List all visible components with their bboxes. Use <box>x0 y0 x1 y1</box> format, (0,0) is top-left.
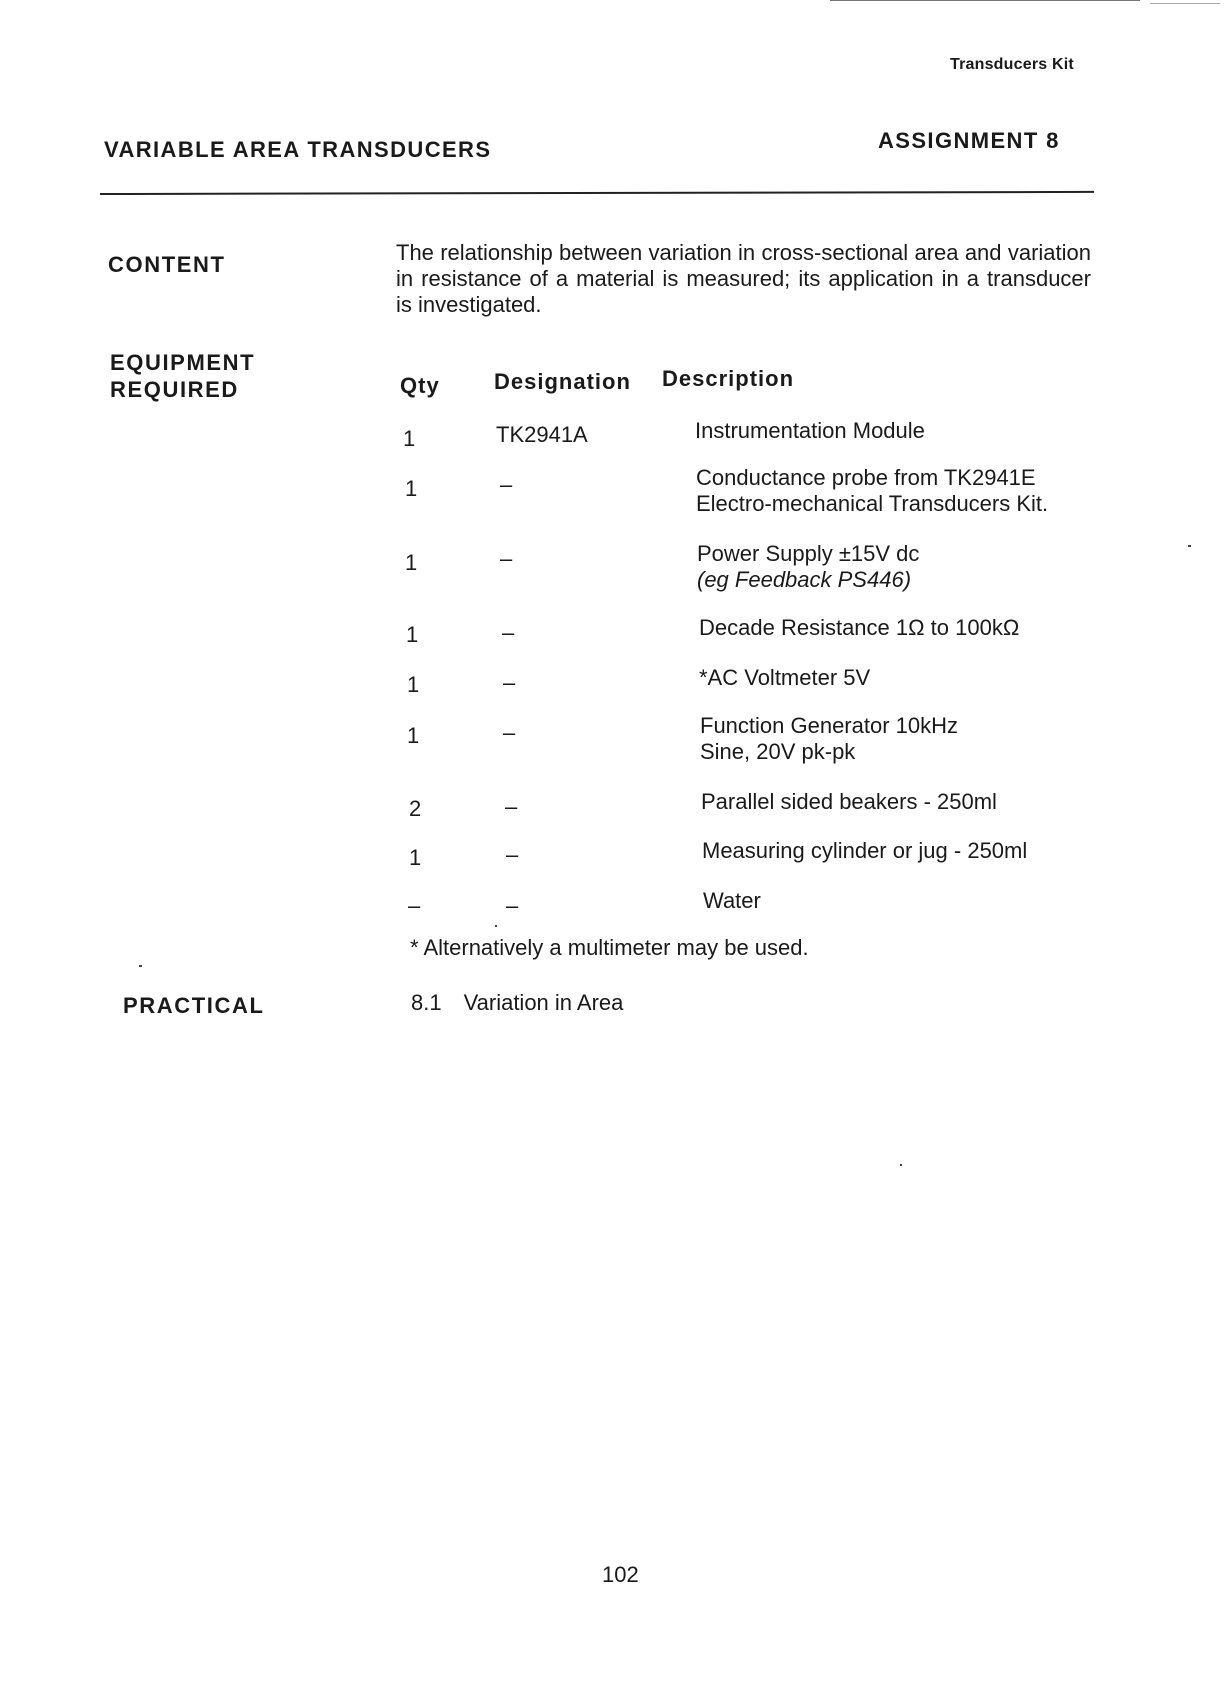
equipment-row-qty: 1 <box>407 723 420 748</box>
description-line: Decade Resistance 1Ω to 100kΩ <box>699 615 1020 640</box>
scan-speck <box>495 925 497 927</box>
content-text: The relationship between variation in cross-sectional area and variation in resistance of a material is measured; its application in a transducer is investigated. <box>396 240 1091 317</box>
equipment-row-designation: – <box>506 842 519 867</box>
equipment-row-description <box>695 418 925 444</box>
equipment-row-description <box>701 789 997 815</box>
equipment-row-qty: 1 <box>403 426 416 451</box>
practical-item <box>411 990 623 1016</box>
scan-edge-line <box>830 0 1140 1</box>
practical-label: PRACTICAL <box>123 993 265 1018</box>
description-line: Measuring cylinder or jug - 250ml <box>702 838 1028 863</box>
equipment-footnote: * Alternatively a multimeter may be used. <box>410 935 809 960</box>
column-header-designation: Designation <box>494 369 631 394</box>
content-label: CONTENT <box>108 252 226 277</box>
description-line: Instrumentation Module <box>695 418 925 443</box>
equipment-row-qty: 2 <box>409 796 422 821</box>
scan-speck <box>900 1164 902 1166</box>
description-line: Parallel sided beakers - 250ml <box>701 789 997 814</box>
practical-item-title: Variation in Area <box>463 990 624 1015</box>
equipment-row-designation: – <box>503 670 516 695</box>
running-header: Transducers Kit <box>950 56 1074 73</box>
equipment-row-description <box>699 665 870 691</box>
column-header-qty: Qty <box>400 373 440 398</box>
header-rule <box>100 191 1094 195</box>
description-line: *AC Voltmeter 5V <box>699 665 871 690</box>
scan-speck <box>1188 545 1191 547</box>
description-line: Function Generator 10kHz <box>700 713 959 738</box>
equipment-row-designation: – <box>502 620 515 645</box>
equipment-row-designation: – <box>505 794 518 819</box>
equipment-row-description <box>699 615 1019 641</box>
equipment-row-description <box>700 713 958 765</box>
description-note: (eg Feedback PS446) <box>697 567 912 592</box>
equipment-label-line1: EQUIPMENT <box>110 350 256 375</box>
description-line: Conductance probe from TK2941E <box>696 465 1036 490</box>
assignment-title: VARIABLE AREA TRANSDUCERS <box>104 137 492 162</box>
equipment-row-description <box>696 465 1048 517</box>
description-line: Electro-mechanical Transducers Kit. <box>696 491 1049 516</box>
assignment-number: ASSIGNMENT 8 <box>878 128 1060 153</box>
equipment-row-description <box>702 838 1027 864</box>
equipment-row-qty: 1 <box>407 672 420 697</box>
equipment-row-designation: TK2941A <box>496 422 588 447</box>
equipment-row-designation: – <box>500 546 513 571</box>
scan-edge-line <box>1150 3 1220 4</box>
equipment-row-designation: – <box>503 720 516 745</box>
practical-item-number: 8.1 <box>411 990 442 1015</box>
equipment-row-designation: – <box>506 893 519 918</box>
page-number: 102 <box>602 1562 639 1587</box>
equipment-row-designation: – <box>500 472 513 497</box>
description-line: Water <box>703 888 761 913</box>
equipment-row-description <box>697 541 919 593</box>
description-line: Power Supply ±15V dc <box>697 541 920 566</box>
equipment-row-qty: 1 <box>405 476 418 501</box>
equipment-label <box>110 349 255 403</box>
equipment-row-qty: 1 <box>406 622 419 647</box>
equipment-label-line2: REQUIRED <box>110 377 239 402</box>
description-line: Sine, 20V pk-pk <box>700 739 856 764</box>
scan-speck <box>139 965 142 967</box>
equipment-row-qty: 1 <box>409 845 422 870</box>
equipment-row-qty: 1 <box>405 550 418 575</box>
equipment-row-qty: – <box>408 893 421 918</box>
column-header-description: Description <box>662 366 795 391</box>
equipment-row-description <box>703 888 761 914</box>
